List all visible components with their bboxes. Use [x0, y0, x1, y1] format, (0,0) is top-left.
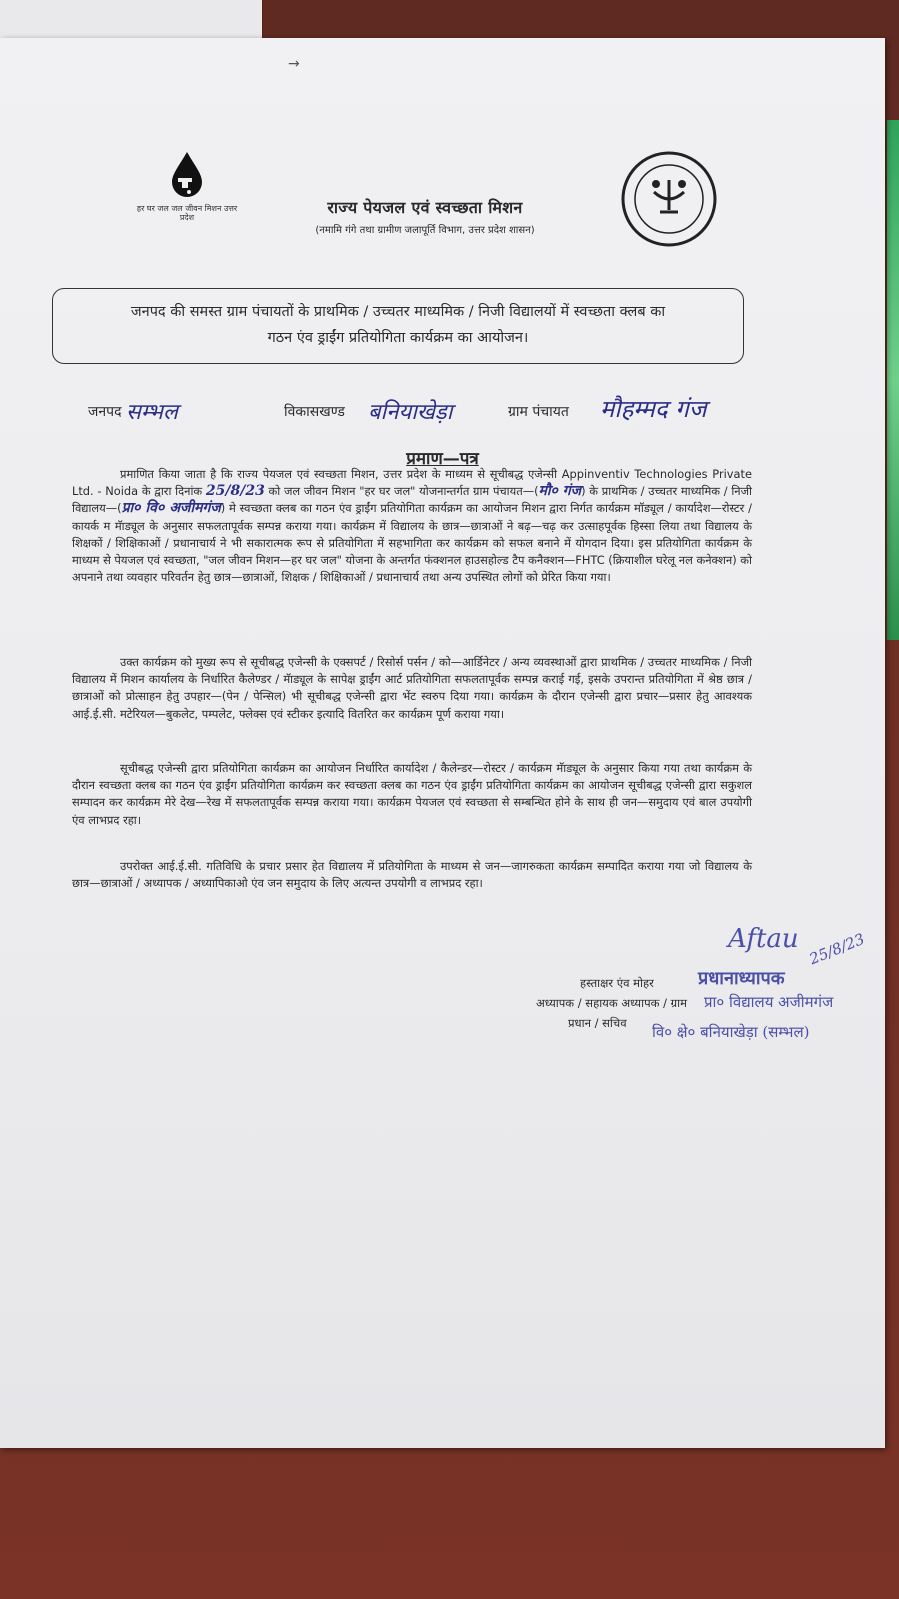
- mission-title: राज्य पेयजल एवं स्वच्छता मिशन: [327, 198, 523, 217]
- state-seal-icon: [620, 150, 718, 248]
- location-fields: [88, 396, 778, 430]
- paragraph-4: उपरोक्त आई.ई.सी. गतिविधि के प्रचार प्रसार हेत विद्यालय में प्रतियोगिता के माध्यम से जन—जागरुकता कार्यक्रम सम्पादित कराया गया जो विद्यालय के छात्र—छात्राओं / अध्यापक / अध्यापिकाओ एंव जन समुदाय के लिए अत्यन्त उपयोगी व लाभप्रद रहा।: [72, 859, 752, 891]
- green-folder-edge: [887, 120, 899, 640]
- paragraph-3: सूचीबद्ध एजेन्सी द्वारा प्रतियोगिता कार्यक्रम का आयोजन निर्धारित कार्यादेश / कैलेन्डर—रोस्टर / कार्यक्रम मॅाड्यूल के अनुसार किया गया तथा कार्यक्रम के दौरान स्वच्छता क्लब का गठन एंव ड्राईंग प्रतियोगिता कार्यक्रम कर स्वच्छता क्लब का गठन एंव ड्राईंग प्रतियोगिता कार्यक्रम का आयोजन सूचीबद्ध एजेन्सी द्वारा सकुशल सम्पादन कर कार्यक्रम मेरे देख—रेख में सफलतापूर्वक सम्पन्न कराया गया। कार्यक्रम पेयजल एवं स्वच्छता से सम्बन्धित होने के साथ ही जन—समुदाय एवं बाल उपयोगी एंव लाभप्रद रहा।: [72, 761, 752, 827]
- mission-subtitle: (नमामि गंगे तथा ग्रामीण जलापूर्ति विभाग, उत्तर प्रदेश शासन): [315, 225, 535, 236]
- gram-panchayat-fill: मौ० गंज: [538, 483, 582, 500]
- stamp-block: वि० क्षे० बनियाखेड़ा (सम्भल): [652, 1023, 810, 1041]
- subject-line-1: जनपद की समस्त ग्राम पंचायतों के प्राथमिक / उच्चतर माध्यमिक / निजी विद्यालयों में स्वच्छता क्लब का: [130, 304, 666, 320]
- certificate-heading: प्रमाण—पत्र: [406, 449, 479, 469]
- handwritten-signature: Aftau: [728, 924, 799, 954]
- signatory-roles-2: प्रधान / सचिव: [568, 1016, 627, 1030]
- stamp-designation: प्रधानाध्यापक: [698, 968, 785, 989]
- signature-date: 25/8/23: [806, 929, 868, 969]
- stamp-school: प्रा० विद्यालय अजीमगंज: [704, 993, 834, 1011]
- paragraph-2: उक्त कार्यक्रम को मुख्य रूप से सूचीबद्ध एजेन्सी के एक्सपर्ट / रिसोर्स पर्सन / को—आर्डिनेटर / अन्य व्यवस्थाओं द्वारा प्राथमिक / उच्चतर माध्यमिक / निजी विद्यालय में मिशन कार्यालय के निर्धारित कैलेण्डर / मॅाड्यूल के सापेक्ष ड्राईंग आर्ट प्रतियोगिता सफलतापूर्वक सम्पन्न कराई गई, इसके उपरान्त प्रतियोगिता में श्रेष्ठ छात्र / छात्राओं को प्रोत्साहन हेतु उपहार—(पेन / पेन्सिल) भी सूचीबद्ध एजेन्सी द्वारा भेंट स्वरुप दिया गया। कार्यक्रम के दौरान एजेन्सी द्वारा प्रचार—प्रसार हेतु आवश्यक आई.ई.सी. मटेरियल—बुकलेट, पम्पलेट, फ्लेक्स एवं स्टीकर इत्यादि वितरित कर कार्यक्रम पूर्ण कराया गया।: [72, 655, 752, 721]
- water-drop-icon: [169, 150, 205, 198]
- para1-part-d: ) मे स्वच्छता क्लब का गठन एंव ड्राईंग प्रतियोगिता कार्यक्रम का आयोजन मिशन द्वारा निर्गत कार्यक्रम मॉड्यूल / कार्यादेश—रोस्टर / कायर्क म मॅाड्यूल के अनुसार सफलतापूर्वक सम्पन्न कराया गया। कार्यक्रम में विद्यालय के छात्र—छात्राओं ने बढ़—चढ़ कर उत्साहपूर्वक हिस्सा लिया तथा विद्यालय के शिक्षकों / शिक्षिकाओं / प्रधानाचार्य ने भी सकारात्मक रूप से प्रतियोगिता में सहभागिता कर कार्यक्रम को सफल बनाने में योगदान दिया। इस प्रतियोगिता कार्यक्रम के माध्यम से पेयजल एवं स्वच्छता, "जल जीवन मिशन—हर घर जल" योजना के अन्तर्गत फंक्शनल हाउसहोल्ड टैप कनैक्शन—FHTC (क्रियाशील घरेलू नल कनेक्शन) को अपनाने तथा व्यवहार परिवर्तन हेतु छात्र—छात्राओं, शिक्षक / शिक्षिकाओं / प्रधानाचार्य तथा अन्य उपस्थित लोगों को प्रेरित किया गया।: [72, 501, 752, 585]
- block-label: विकासखण्ड: [284, 404, 345, 420]
- subject-line-2: गठन एंव ड्राईंग प्रतियोगिता कार्यक्रम का आयोजन।: [267, 330, 529, 346]
- up-government-seal: [620, 150, 718, 248]
- staple-mark: →: [288, 56, 300, 72]
- mission-title-block: [260, 196, 590, 236]
- gram-panchayat-label: ग्राम पंचायत: [508, 404, 569, 420]
- school-name-fill: प्रा० वि० अजीमगंज: [121, 500, 221, 517]
- paragraph-1: [72, 466, 752, 586]
- para1-part-b: को जल जीवन मिशन "हर घर जल" योजनान्तर्गत ग्राम पंचायत—(: [268, 484, 539, 499]
- certificate-sheet: [0, 38, 885, 1448]
- program-date: 25/8/23: [205, 483, 265, 500]
- har-ghar-jal-logo: [132, 150, 242, 222]
- para1-part-c: ) के प्राथमिक / उच्चतर माध्यमिक / निजी विद्यालय—(: [72, 484, 752, 516]
- district-value: सम्भल: [126, 400, 178, 425]
- para1-part-a: प्रमाणित किया जाता है कि राज्य पेयजल एवं स्वच्छता मिशन, उत्तर प्रदेश के माध्यम से सूचीबद्ध एजेन्सी Appinventiv Technologies Private Ltd. - Noida के द्वारा दिनांक: [72, 467, 752, 499]
- district-label: जनपद: [88, 404, 122, 420]
- block-value: बनियाखेड़ा: [368, 400, 453, 425]
- signatory-roles: अध्यापक / सहायक अध्यापक / ग्राम: [536, 996, 687, 1010]
- logo-caption: हर घर जल जल जीवन मिशन उत्तर प्रदेश: [136, 204, 238, 222]
- subject-box: [52, 288, 744, 364]
- signature-label: हस्ताक्षर एंव मोहर: [580, 976, 654, 990]
- gram-panchayat-value: मौहम्मद गंज: [600, 395, 707, 423]
